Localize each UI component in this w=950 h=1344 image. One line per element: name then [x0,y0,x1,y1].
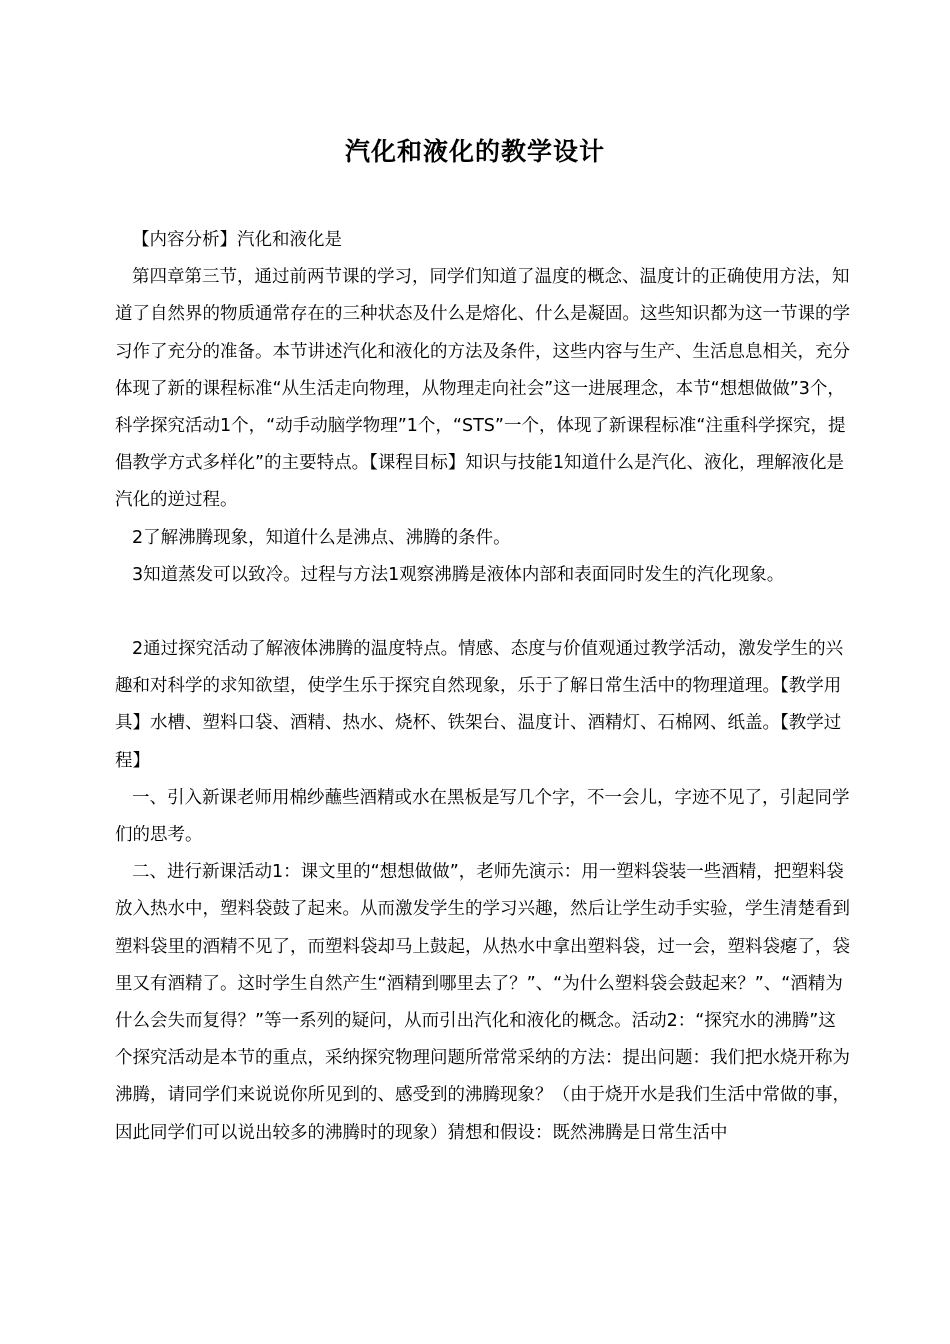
paragraph-chapter-intro: 第四章第三节，通过前两节课的学习，同学们知道了温度的概念、温度计的正确使用方法，知道了自然界的物质通常存在的三种状态及什么是熔化、什么是凝固。这些知识都为这一节课的学习作了充分的准备。本节讲述汽化和液化的方法及条件，这些内容与生产、生活息息相关，充分体现了新的课程标准“从生活走向物理，从物理走向社会”这一进展理念，本节“想想做做”3个，科学探究活动1个，“动手动脑学物理”1个，“STS”一个，体现了新课程标准“注重科学探究，提倡教学方式多样化”的主要特点。【课程目标】知识与技能1知道什么是汽化、液化，理解液化是汽化的逆过程。 [115,267,850,511]
document-title: 汽化和液化的教学设计 [344,137,605,166]
paragraph-intro-lesson: 一、引入新课老师用棉纱蘸些酒精或水在黑板是写几个字，不一会儿，字迹不见了，引起同学们的思考。 [115,787,850,846]
document-body [115,222,850,1152]
paragraph-goal-3: 3知道蒸发可以致冷。过程与方法1观察沸腾是液体内部和表面同时发生的汽化现象。 [132,564,785,585]
paragraph-method-2: 2通过探究活动了解液体沸腾的温度特点。情感、态度与价值观通过教学活动，激发学生的兴趣和对科学的求知欲望，使学生乐于探究自然现象，乐于了解日常生活中的物理道理。【教学用具】水槽、塑料口袋、酒精、热水、烧杯、铁架台、温度计、酒精灯、石棉网、纸盖。【教学过程】 [115,639,844,771]
paragraph-content-analysis: 【内容分析】汽化和液化是 [132,230,342,250]
paragraph-new-lesson: 二、进行新课活动1：课文里的“想想做做”，老师先演示：用一塑料袋装一些酒精，把塑料袋放入热水中，塑料袋鼓了起来。从而激发学生的学习兴趣，然后让学生动手实验，学生清楚看到塑料袋里的酒精不见了，而塑料袋却马上鼓起，从热水中拿出塑料袋，过一会，塑料袋瘪了，袋里又有酒精了。这时学生自然产生“酒精到哪里去了？”、“为什么塑料袋会鼓起来？”、“酒精为什么会失而复得？”等一系列的疑问，从而引出汽化和液化的概念。活动2：“探究水的沸腾”这个探究活动是本节的重点，采纳探究物理问题所常常采纳的方法：提出问题：我们把水烧开称为沸腾，请同学们来说说你所见到的、感受到的沸腾现象？（由于烧开水是我们生活中常做的事，因此同学们可以说出较多的沸腾时的现象）猜想和假设：既然沸腾是日常生活中 [115,862,850,1143]
paragraph-goal-2: 2了解沸腾现象，知道什么是沸点、沸腾的条件。 [132,527,511,548]
paragraph-gap [115,594,850,631]
